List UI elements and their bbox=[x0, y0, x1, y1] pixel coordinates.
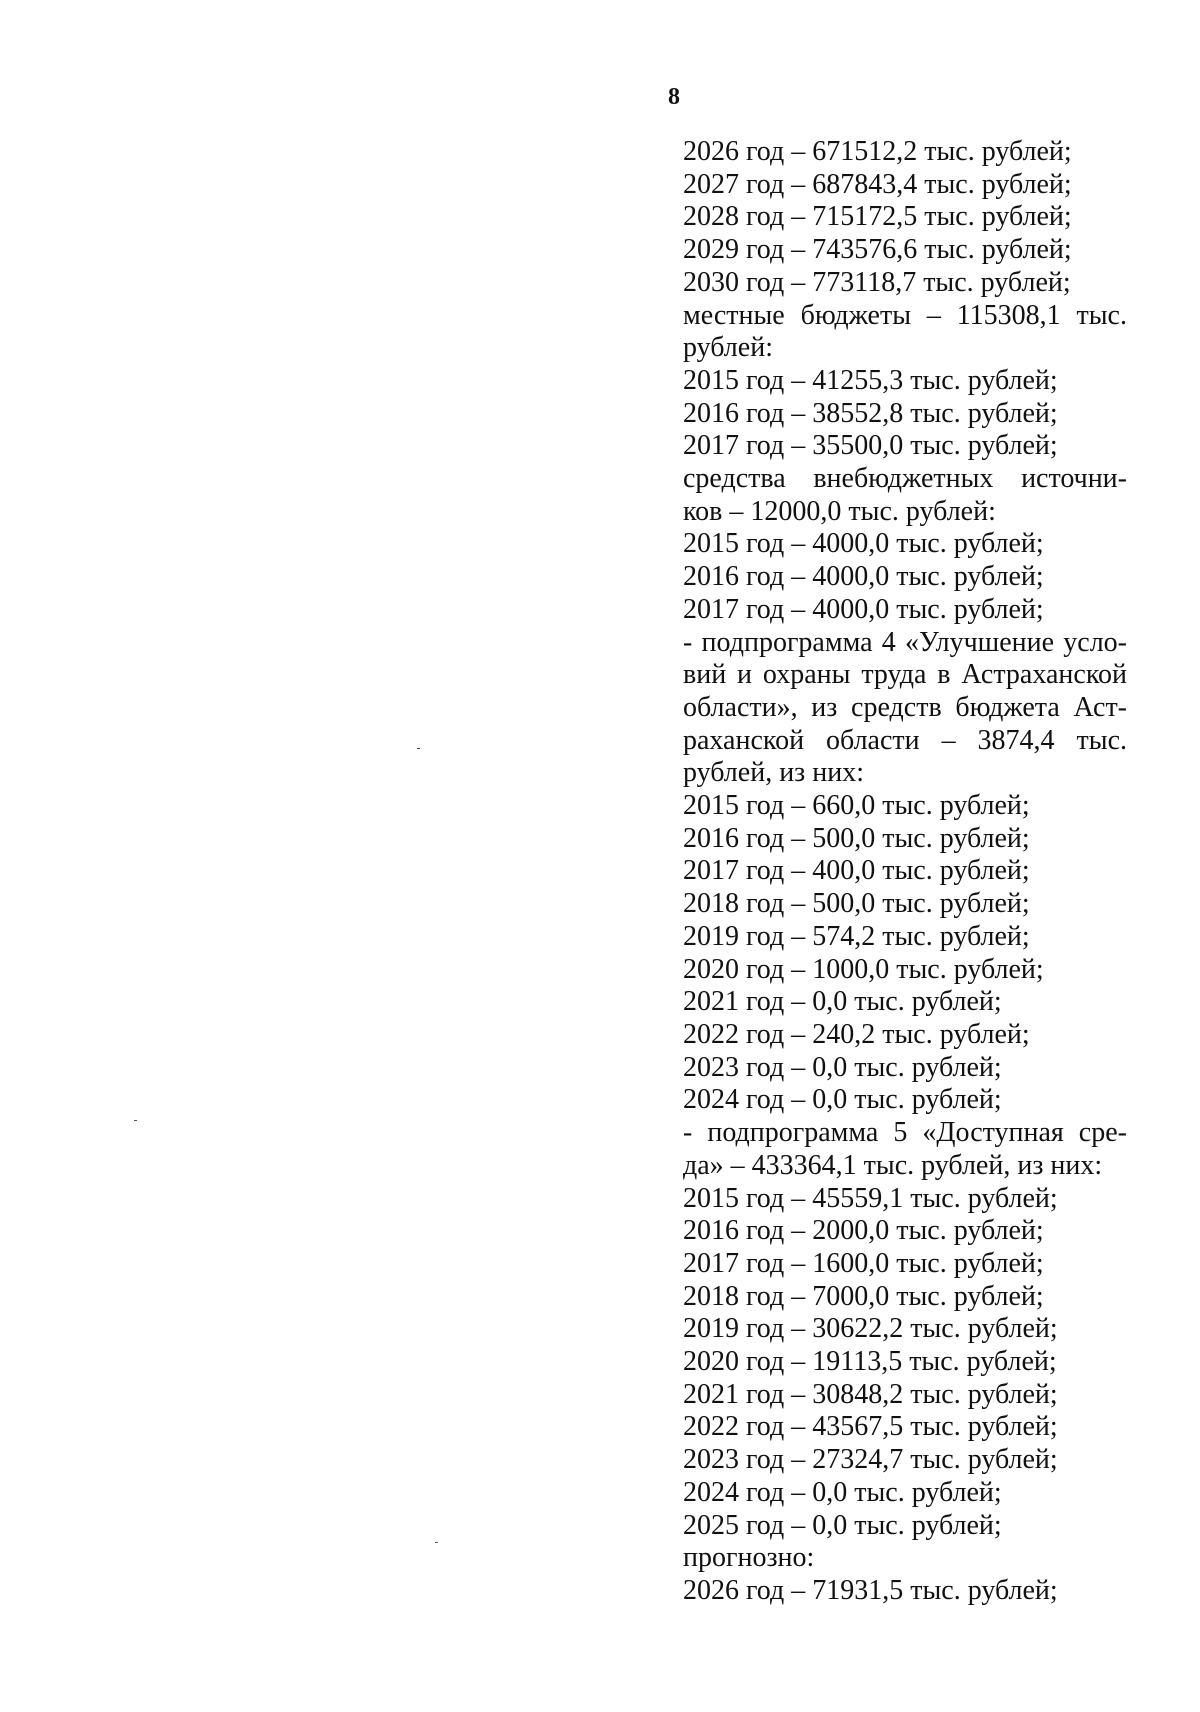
text-line: 2016 год – 2000,0 тыс. рублей; bbox=[683, 1215, 1044, 1247]
text-line: 2023 год – 0,0 тыс. рублей; bbox=[683, 1051, 1002, 1083]
text-line: 2024 год – 0,0 тыс. рублей; bbox=[683, 1084, 1002, 1116]
text-line: 2021 год – 30848,2 тыс. рублей; bbox=[683, 1378, 1058, 1410]
text-line: 2019 год – 574,2 тыс. рублей; bbox=[683, 920, 1030, 952]
scan-speck bbox=[435, 1542, 438, 1543]
text-line: 2022 год – 43567,5 тыс. рублей; bbox=[683, 1411, 1058, 1443]
text-line: вий и охраны труда в Астраханской bbox=[683, 659, 1127, 691]
text-line: 2015 год – 660,0 тыс. рублей; bbox=[683, 790, 1030, 822]
text-line: да» – 433364,1 тыс. рублей, из них: bbox=[683, 1149, 1103, 1181]
text-line: 2024 год – 0,0 тыс. рублей; bbox=[683, 1476, 1002, 1508]
text-line: 2015 год – 41255,3 тыс. рублей; bbox=[683, 364, 1058, 396]
text-line: 2027 год – 687843,4 тыс. рублей; bbox=[683, 168, 1072, 200]
text-line: 2018 год – 7000,0 тыс. рублей; bbox=[683, 1280, 1044, 1312]
text-line: 2028 год – 715172,5 тыс. рублей; bbox=[683, 201, 1072, 233]
text-line: 2026 год – 71931,5 тыс. рублей; bbox=[683, 1574, 1058, 1606]
text-line: 2021 год – 0,0 тыс. рублей; bbox=[683, 986, 1002, 1018]
text-line: области», из средств бюджета Аст- bbox=[683, 691, 1127, 723]
text-line: ков – 12000,0 тыс. рублей: bbox=[683, 495, 996, 527]
text-line: рублей, из них: bbox=[683, 757, 864, 789]
scan-speck bbox=[134, 1120, 137, 1121]
text-line: 2026 год – 671512,2 тыс. рублей; bbox=[683, 136, 1072, 167]
text-line: рублей: bbox=[683, 332, 773, 364]
text-line: 2017 год – 400,0 тыс. рублей; bbox=[683, 855, 1030, 887]
text-line: 2016 год – 38552,8 тыс. рублей; bbox=[683, 397, 1058, 429]
text-line: - подпрограмма 5 «Доступная сре- bbox=[683, 1117, 1127, 1149]
text-line: 2019 год – 30622,2 тыс. рублей; bbox=[683, 1313, 1058, 1345]
text-line: 2017 год – 35500,0 тыс. рублей; bbox=[683, 430, 1058, 462]
text-line: средства внебюджетных источни- bbox=[683, 463, 1127, 495]
text-line: 2016 год – 500,0 тыс. рублей; bbox=[683, 822, 1030, 854]
text-line: 2020 год – 1000,0 тыс. рублей; bbox=[683, 953, 1044, 985]
text-line: прогнозно: bbox=[683, 1542, 815, 1574]
text-line: 2015 год – 4000,0 тыс. рублей; bbox=[683, 528, 1044, 560]
text-line: раханской области – 3874,4 тыс. bbox=[683, 724, 1127, 756]
text-line: 2025 год – 0,0 тыс. рублей; bbox=[683, 1509, 1002, 1541]
text-line: 2016 год – 4000,0 тыс. рублей; bbox=[683, 561, 1044, 593]
text-line: 2022 год – 240,2 тыс. рублей; bbox=[683, 1018, 1030, 1050]
text-line: 2029 год – 743576,6 тыс. рублей; bbox=[683, 234, 1072, 266]
text-line: - подпрограмма 4 «Улучшение усло- bbox=[683, 626, 1127, 658]
text-line: 2018 год – 500,0 тыс. рублей; bbox=[683, 888, 1030, 920]
text-line: 2030 год – 773118,7 тыс. рублей; bbox=[683, 266, 1071, 298]
document-text-column bbox=[683, 136, 1127, 1608]
text-line: 2020 год – 19113,5 тыс. рублей; bbox=[683, 1346, 1057, 1378]
text-line: 2023 год – 27324,7 тыс. рублей; bbox=[683, 1444, 1058, 1476]
text-line: 2015 год – 45559,1 тыс. рублей; bbox=[683, 1182, 1058, 1214]
page-number: 8 bbox=[668, 84, 680, 110]
text-line: 2017 год – 4000,0 тыс. рублей; bbox=[683, 593, 1044, 625]
text-line: 2017 год – 1600,0 тыс. рублей; bbox=[683, 1247, 1044, 1279]
text-line: местные бюджеты – 115308,1 тыс. bbox=[683, 299, 1127, 331]
scan-speck bbox=[417, 748, 420, 749]
